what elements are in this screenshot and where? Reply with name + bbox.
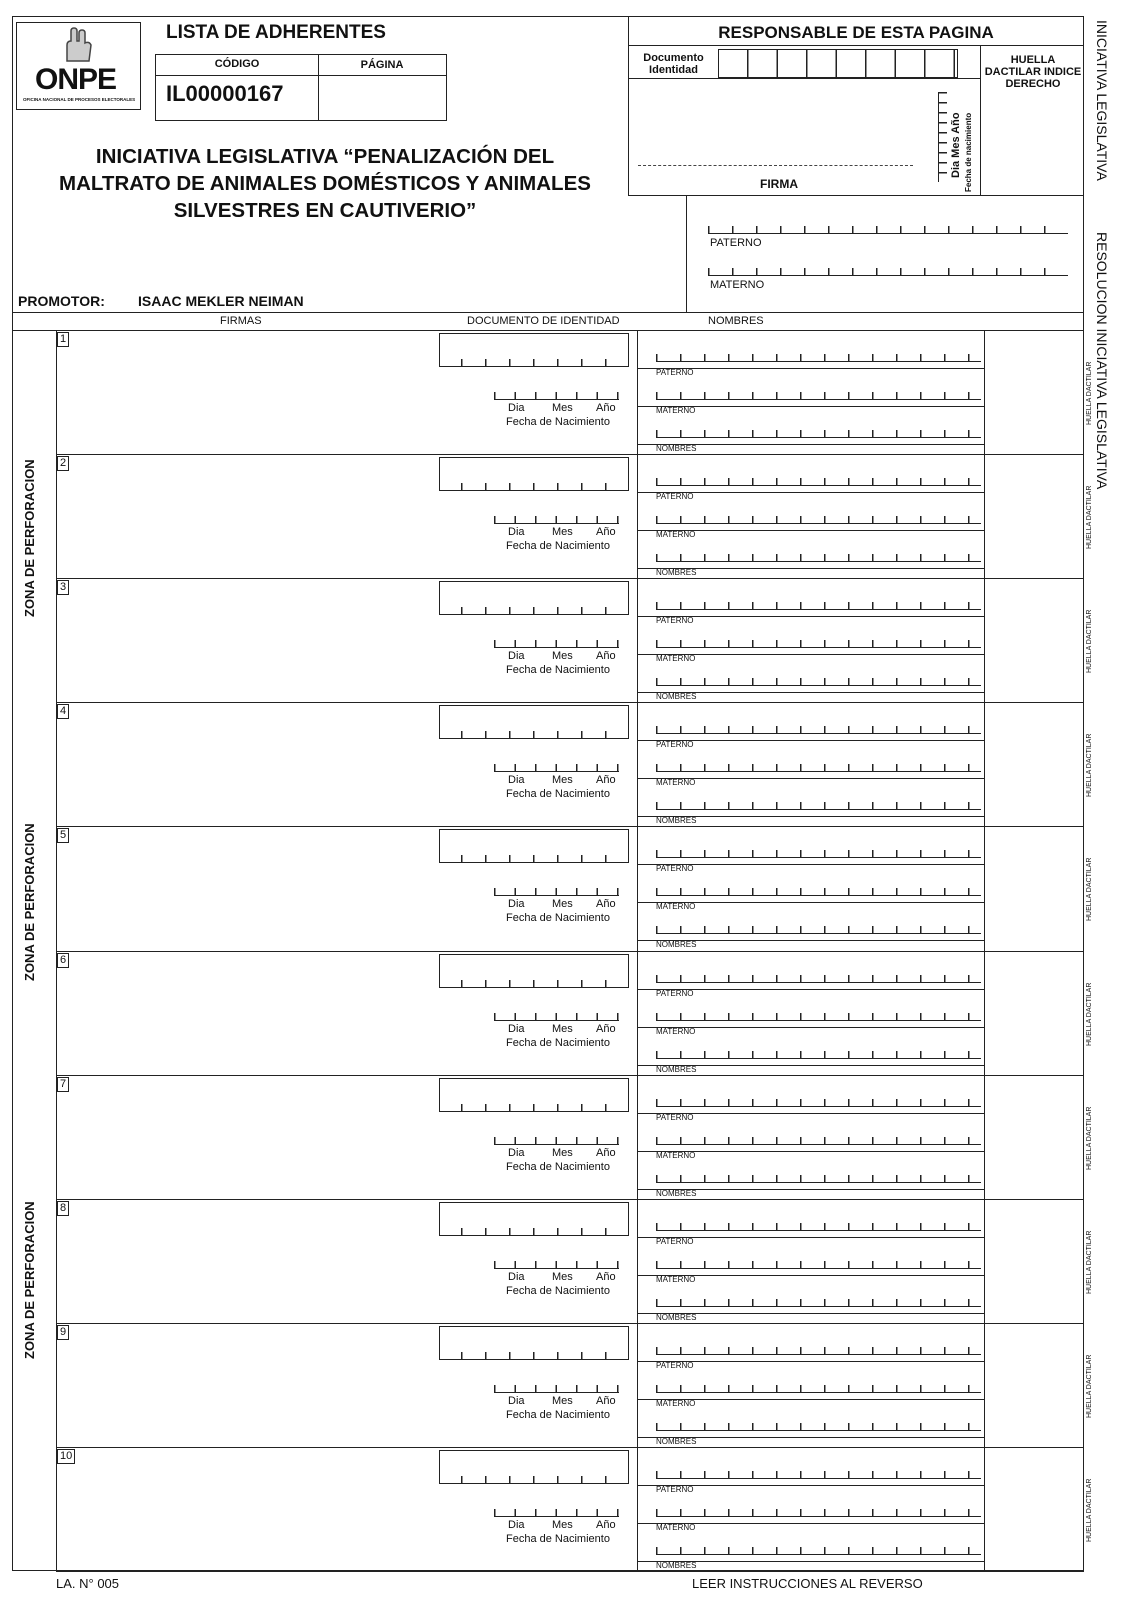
paterno-field[interactable] <box>656 1099 981 1107</box>
birth-date-field[interactable] <box>494 1261 619 1269</box>
paterno-label: PATERNO <box>656 1112 694 1122</box>
mes-label: Mes <box>552 1146 573 1159</box>
paterno-label: PATERNO <box>656 1236 694 1246</box>
materno-label: MATERNO <box>656 778 696 788</box>
materno-label: MATERNO <box>656 1398 696 1408</box>
table-row <box>56 454 1093 578</box>
signature-area[interactable] <box>76 846 426 941</box>
materno-label: MATERNO <box>656 1150 696 1160</box>
signature-area[interactable] <box>76 1219 426 1314</box>
materno-field[interactable] <box>656 888 981 896</box>
promotor-label: PROMOTOR: <box>18 293 105 309</box>
birth-date-field[interactable] <box>494 640 619 648</box>
anio-label: Año <box>596 526 616 539</box>
anio-label: Año <box>596 1146 616 1159</box>
table-row <box>56 702 1093 826</box>
signature-area[interactable] <box>76 1467 426 1562</box>
fecha-nacimiento-label: Fecha de Nacimiento <box>506 1532 610 1545</box>
signature-area[interactable] <box>76 474 426 569</box>
mes-label: Mes <box>552 774 573 787</box>
nombres-label: NOMBRES <box>656 1188 697 1198</box>
paterno-field[interactable] <box>656 726 981 734</box>
nombres-label: NOMBRES <box>656 568 697 578</box>
signature-area[interactable] <box>76 722 426 817</box>
materno-field[interactable] <box>656 1385 981 1393</box>
signature-area[interactable] <box>76 1095 426 1190</box>
birth-date-field[interactable] <box>494 1137 619 1145</box>
nombres-field[interactable] <box>656 1547 981 1555</box>
huella-area[interactable] <box>986 332 1082 450</box>
table-row <box>56 578 1093 702</box>
fecha-nacimiento-label: Fecha de Nacimiento <box>506 912 610 925</box>
huella-area[interactable] <box>986 704 1082 822</box>
anio-label: Año <box>596 402 616 414</box>
firma-label[interactable]: FIRMA <box>760 177 798 191</box>
hand-icon <box>59 27 99 63</box>
mes-label: Mes <box>552 898 573 911</box>
dia-label: Dia <box>508 402 525 414</box>
huella-area[interactable] <box>986 1077 1082 1195</box>
huella-dactilar-label: HUELLA DACTILAR <box>1086 1478 1093 1542</box>
nombres-field[interactable] <box>656 430 981 438</box>
responsable-materno-label: MATERNO <box>710 279 765 291</box>
huella-dactilar-label: HUELLA DACTILAR <box>1086 361 1093 425</box>
huella-area[interactable] <box>986 456 1082 574</box>
paterno-label: PATERNO <box>656 740 694 750</box>
birth-date-field[interactable] <box>494 764 619 772</box>
fecha-nacimiento-label: Fecha de Nacimiento <box>506 1160 610 1173</box>
signature-area[interactable] <box>76 598 426 693</box>
fecha-nacimiento-label: Fecha de Nacimiento <box>506 664 610 677</box>
paterno-field[interactable] <box>656 478 981 486</box>
mes-label: Mes <box>552 1270 573 1283</box>
materno-label: MATERNO <box>656 530 696 540</box>
anio-label: Año <box>596 1270 616 1283</box>
huella-dactilar-label: HUELLA DACTILAR <box>1086 1106 1093 1170</box>
nombres-label: NOMBRES <box>656 444 697 453</box>
col-documento: DOCUMENTO DE IDENTIDAD <box>467 315 620 327</box>
anio-label: Año <box>596 650 616 663</box>
mes-label: Mes <box>552 1518 573 1531</box>
birth-date-field[interactable] <box>494 1013 619 1021</box>
pagina-label: PÁGINA <box>360 59 404 71</box>
nombres-field[interactable] <box>656 802 981 810</box>
table-row <box>56 1447 1093 1571</box>
huella-dactilar-label: HUELLA DACTILAR <box>1086 609 1093 674</box>
huella-dactilar-label: HUELLA DACTILAR <box>1086 1354 1093 1418</box>
nombres-field[interactable] <box>656 1051 981 1059</box>
mes-label: Mes <box>552 1394 573 1407</box>
signature-area[interactable] <box>76 350 426 445</box>
zona-perforacion-label-2: ZONA DE PERFORACION <box>22 823 37 981</box>
responsable-paterno-label: PATERNO <box>710 237 762 249</box>
birth-date-field[interactable] <box>494 516 619 524</box>
instructions-note: LEER INSTRUCCIONES AL REVERSO <box>692 1576 923 1591</box>
huella-area[interactable] <box>986 1449 1082 1567</box>
row-number: 4 <box>57 704 69 719</box>
huella-dactilar-label: HUELLA DACTILAR <box>1086 485 1093 550</box>
dia-label: Dia <box>508 898 525 911</box>
paterno-field[interactable] <box>656 602 981 610</box>
materno-field[interactable] <box>656 1013 981 1021</box>
mes-label: Mes <box>552 526 573 539</box>
documento-identidad-label: Documento Identidad <box>643 52 704 76</box>
fecha-nacimiento-label: Fecha de Nacimiento <box>506 416 610 428</box>
nombres-label: NOMBRES <box>656 1312 697 1322</box>
row-number: 1 <box>57 332 69 347</box>
huella-area[interactable] <box>986 828 1082 946</box>
nombres-label: NOMBRES <box>656 692 697 702</box>
materno-label: MATERNO <box>656 406 696 415</box>
row-number: 6 <box>57 953 69 968</box>
nombres-field[interactable] <box>656 1423 981 1431</box>
table-row <box>56 330 1093 454</box>
nombres-field[interactable] <box>656 1299 981 1307</box>
fecha-nacimiento-label: Fecha de Nacimiento <box>506 1036 610 1049</box>
row-number: 10 <box>57 1449 75 1464</box>
paterno-label: PATERNO <box>656 864 694 874</box>
anio-label: Año <box>596 774 616 787</box>
col-nombres: NOMBRES <box>708 315 764 327</box>
row-number: 3 <box>57 580 69 595</box>
materno-field[interactable] <box>656 640 981 648</box>
huella-dactilar-label: HUELLA DACTILAR <box>1086 733 1093 798</box>
birth-date-field[interactable] <box>494 1385 619 1393</box>
right-label-iniciativa: INICIATIVA LEGISLATIVA <box>1094 20 1110 181</box>
mes-label: Mes <box>552 402 573 414</box>
materno-label: MATERNO <box>656 1274 696 1284</box>
huella-area[interactable] <box>986 953 1082 1071</box>
right-label-resolucion: RESOLUCION INICIATIVA LEGISLATIVA <box>1094 232 1110 490</box>
materno-field[interactable] <box>656 392 981 400</box>
paterno-field[interactable] <box>656 1347 981 1355</box>
dia-label: Dia <box>508 1270 525 1283</box>
paterno-label: PATERNO <box>656 616 694 626</box>
anio-label: Año <box>596 1394 616 1407</box>
promotor-name: ISAAC MEKLER NEIMAN <box>138 293 304 309</box>
responsable-title: RESPONSABLE DE ESTA PAGINA <box>718 23 994 42</box>
codigo-value: IL00000167 <box>166 81 284 106</box>
materno-label: MATERNO <box>656 1522 696 1532</box>
birth-date-field[interactable] <box>494 888 619 896</box>
row-number: 2 <box>57 456 69 471</box>
row-number: 9 <box>57 1325 69 1340</box>
birth-date-field[interactable] <box>494 1509 619 1517</box>
huella-area[interactable] <box>986 1325 1082 1443</box>
col-firmas: FIRMAS <box>220 315 262 327</box>
codigo-label: CÓDIGO <box>214 58 260 70</box>
list-title: LISTA DE ADHERENTES <box>166 22 386 43</box>
zona-perforacion-label-3: ZONA DE PERFORACION <box>22 1201 37 1359</box>
materno-label: MATERNO <box>656 1026 696 1036</box>
fecha-nacimiento-label: Fecha de Nacimiento <box>506 1284 610 1297</box>
responsable-fecha-label: Fecha de nacimiento <box>964 112 973 192</box>
row-number: 5 <box>57 828 69 843</box>
birth-date-field[interactable] <box>494 392 619 400</box>
dia-label: Dia <box>508 774 525 787</box>
table-row <box>56 1199 1093 1323</box>
nombres-field[interactable] <box>656 554 981 562</box>
materno-field[interactable] <box>656 516 981 524</box>
responsable-date-labels: Dia Mes Año <box>950 112 962 178</box>
nombres-field[interactable] <box>656 926 981 934</box>
row-number: 8 <box>57 1201 69 1216</box>
nombres-label: NOMBRES <box>656 1436 697 1446</box>
nombres-label: NOMBRES <box>656 816 697 826</box>
nombres-label: NOMBRES <box>656 940 697 950</box>
dia-label: Dia <box>508 650 525 663</box>
form-number: LA. N° 005 <box>56 1576 120 1591</box>
paterno-label: PATERNO <box>656 492 694 502</box>
nombres-field[interactable] <box>656 1175 981 1183</box>
nombres-field[interactable] <box>656 678 981 686</box>
dia-label: Dia <box>508 1518 525 1531</box>
paterno-label: PATERNO <box>656 1484 694 1494</box>
huella-dactilar-label: HUELLA DACTILAR <box>1086 982 1093 1046</box>
dia-label: Dia <box>508 1022 525 1035</box>
responsable-materno-line[interactable] <box>708 268 1068 276</box>
signature-area[interactable] <box>76 1343 426 1438</box>
mes-label: Mes <box>552 1022 573 1035</box>
materno-field[interactable] <box>656 1137 981 1145</box>
initiative-title: INICIATIVA LEGISLATIVA “PENALIZACIÓN DEL MALTRATO DE ANIMALES DOMÉSTICOS Y ANIMALES SILVESTRES EN CAUTIVERIO” <box>59 145 591 222</box>
huella-dactilar-label: HUELLA DACTILAR <box>1086 857 1093 922</box>
fecha-nacimiento-label: Fecha de Nacimiento <box>506 540 610 553</box>
paterno-field[interactable] <box>656 1471 981 1479</box>
paterno-field[interactable] <box>656 850 981 858</box>
paterno-field[interactable] <box>656 354 981 362</box>
logo-text: ONPE <box>35 63 117 96</box>
huella-area[interactable] <box>986 1201 1082 1319</box>
nombres-label: NOMBRES <box>656 1560 697 1570</box>
huella-area[interactable] <box>986 580 1082 698</box>
mes-label: Mes <box>552 650 573 663</box>
paterno-field[interactable] <box>656 975 981 983</box>
signature-area[interactable] <box>76 971 426 1066</box>
fecha-nacimiento-label: Fecha de Nacimiento <box>506 788 610 801</box>
huella-indice-label: HUELLA DACTILAR INDICE DERECHO <box>984 54 1082 90</box>
row-number: 7 <box>57 1077 69 1092</box>
dia-label: Dia <box>508 1394 525 1407</box>
dia-label: Dia <box>508 526 525 539</box>
nombres-label: NOMBRES <box>656 1064 697 1074</box>
table-row <box>56 1075 1093 1199</box>
paterno-label: PATERNO <box>656 368 694 377</box>
paterno-label: PATERNO <box>656 1360 694 1370</box>
paterno-label: PATERNO <box>656 988 694 998</box>
responsable-paterno-line[interactable] <box>708 226 1068 234</box>
materno-field[interactable] <box>656 1509 981 1517</box>
codigo-box <box>155 54 447 121</box>
materno-field[interactable] <box>656 764 981 772</box>
dni-boxes[interactable] <box>718 49 958 78</box>
logo-subtitle: OFICINA NACIONAL DE PROCESOS ELECTORALES <box>23 97 136 102</box>
materno-field[interactable] <box>656 1261 981 1269</box>
fecha-nacimiento-label: Fecha de Nacimiento <box>506 1408 610 1421</box>
table-row <box>56 1323 1093 1447</box>
zona-perforacion-label-1: ZONA DE PERFORACION <box>22 459 37 617</box>
table-row <box>56 826 1093 950</box>
dia-label: Dia <box>508 1146 525 1159</box>
anio-label: Año <box>596 898 616 911</box>
responsable-date-ticks[interactable] <box>938 92 949 182</box>
materno-label: MATERNO <box>656 902 696 912</box>
onpe-logo <box>16 22 141 110</box>
huella-dactilar-label: HUELLA DACTILAR <box>1086 1230 1093 1294</box>
anio-label: Año <box>596 1518 616 1531</box>
paterno-field[interactable] <box>656 1223 981 1231</box>
anio-label: Año <box>596 1022 616 1035</box>
table-row <box>56 951 1093 1075</box>
materno-label: MATERNO <box>656 654 696 664</box>
